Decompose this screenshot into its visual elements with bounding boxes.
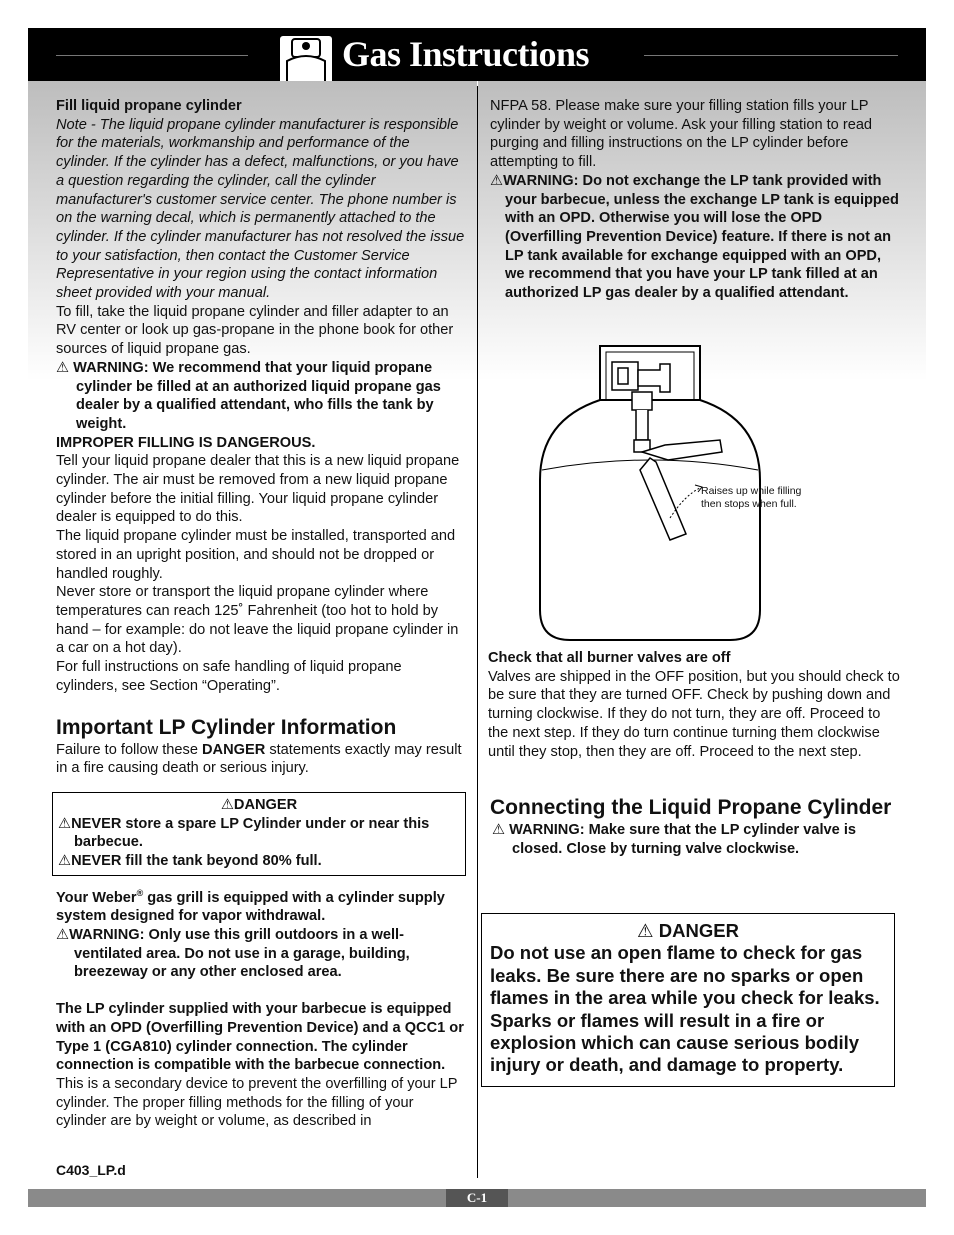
danger-item-store: ⚠NEVER store a spare LP Cylinder under or near this barbecue. bbox=[58, 815, 430, 851]
opd-paragraph: The LP cylinder supplied with your barbecue is equipped with an OPD (Overfilling Prevention Device) and a QCC1 or Type 1 (CGA810) cylinder connection. The cylinder connection is compatible with the barbecue connection. bbox=[56, 1001, 464, 1074]
warning-exchange: ⚠WARNING: Do not exchange the LP tank provided with your barbecue, unless the exchange LP tank is equipped with an OPD. Otherwise you will lose the OPD (Overfilling Prevention Device) feature. If there is not an LP tank available for exchange equipped with an OPD, we recommend that you have your LP tank filled at an authorized LP gas dealer by a qualified attendant. bbox=[490, 172, 899, 302]
warning-icon: ⚠ bbox=[58, 853, 72, 870]
right-column-bottom bbox=[488, 649, 902, 859]
warning-icon: ⚠ bbox=[56, 926, 70, 943]
nfpa-paragraph: NFPA 58. Please make sure your filling station fills your LP cylinder by weight or volume. Ask your filling station to read purging and filling instructions on the LP cylinder before attempting to fill. bbox=[490, 98, 873, 171]
secondary-device-paragraph: This is a secondary device to prevent the overfilling of your LP cylinder. The proper filling methods for the filling of your cylinder are by weight or volume, as described in bbox=[56, 1075, 458, 1130]
weber-paragraph: Your Weber® gas grill is equipped with a cylinder supply system designed for vapor withdrawal. bbox=[56, 887, 445, 925]
header-rule-right bbox=[644, 55, 898, 56]
manufacturer-note: Note - The liquid propane cylinder manufacturer is responsible for the materials, workmanship and performance of the cylinder. If the cylinder has a defect, malfunctions, or you have a question regarding the cylinder, call the cylinder manufacturer's customer service center. The phone number is on the warning decal, which is permanently attached to the cylinder. If the cylinder manufacturer has not resolved the issue to your satisfaction, then contact the Customer Service Representative in your region using the contact information sheet provided with your manual. bbox=[56, 116, 465, 302]
temperature-paragraph: Never store or transport the liquid propane cylinder where temperatures can reach 125˚ Fahrenheit (too hot to hold by hand – for example: do not leave the liquid propane cylinder in a car on a hot day). bbox=[56, 584, 459, 657]
connecting-heading: Connecting the Liquid Propane Cylinder bbox=[490, 796, 892, 820]
warning-valve-closed: ⚠ WARNING: Make sure that the LP cylinder valve is closed. Close by turning valve clockwise. bbox=[492, 822, 856, 857]
handling-paragraph: For full instructions on safe handling of liquid propane cylinders, see Section “Operating”. bbox=[56, 659, 402, 694]
danger-box-large-text: Do not use an open flame to check for gas leaks. Be sure there are no sparks or open flames in the area while you check for leaks. Sparks or flames will result in a fire or explosion which can cause serious bodily injury or death, and damage to property. bbox=[490, 942, 880, 1076]
failure-paragraph: Failure to follow these DANGER statements exactly may result in a fire causing death or serious injury. bbox=[56, 741, 462, 777]
improper-filling: IMPROPER FILLING IS DANGEROUS. bbox=[56, 434, 316, 451]
check-heading: Check that all burner valves are off bbox=[488, 650, 731, 666]
warning-icon: ⚠ bbox=[492, 822, 506, 839]
right-column-top bbox=[490, 97, 900, 303]
fill-heading: Fill liquid propane cylinder bbox=[56, 98, 242, 114]
danger-box-large-title: ⚠ DANGER bbox=[637, 920, 739, 941]
upright-paragraph: The liquid propane cylinder must be installed, transported and stored in an upright position, and should not be dropped or handled roughly. bbox=[56, 528, 456, 582]
fill-paragraph: To fill, take the liquid propane cylinder and filler adapter to an RV center or look up gas-propane in the phone book for other sources of liquid propane gas. bbox=[56, 303, 454, 358]
danger-box-cylinder bbox=[52, 792, 466, 876]
warning-icon: ⚠ bbox=[220, 796, 234, 813]
warning-icon: ⚠ bbox=[637, 920, 654, 941]
warning-outdoors: ⚠WARNING: Only use this grill outdoors in a well-ventilated area. Do not use in a garage, building, breezeway or any other enclosed area. bbox=[56, 926, 410, 981]
warning-icon: ⚠ bbox=[56, 359, 70, 376]
danger-box-title: ⚠DANGER bbox=[220, 796, 298, 813]
danger-box-leaks bbox=[481, 913, 895, 1087]
document-code: C403_LP.d bbox=[56, 1162, 126, 1178]
header-rule-left bbox=[56, 55, 248, 56]
danger-item-fill: ⚠NEVER fill the tank beyond 80% full. bbox=[58, 853, 322, 870]
warning-icon: ⚠ bbox=[490, 172, 504, 189]
page-number: C-1 bbox=[446, 1189, 508, 1207]
new-cylinder-paragraph: Tell your liquid propane dealer that this is a new liquid propane cylinder. The air must be removed from a new liquid propane cylinder before the initial filling. Your liquid propane cylinder dealer is equipped to do this. bbox=[56, 453, 460, 526]
warning-fill-dealer: ⚠ WARNING: We recommend that your liquid propane cylinder be filled at an authorized liquid propane gas dealer by a qualified attendant, who fills the tank by weight. bbox=[56, 359, 441, 432]
illustration-caption: Raises up while filling then stops when full. bbox=[701, 485, 802, 510]
check-paragraph: Valves are shipped in the OFF position, but you should check to be sure that they are turned OFF. Check by pushing down and turning clockwise. If they do not turn, they are off. Proceed to the next step. If they do turn continue turning them clockwise until they stop, then they are off. Proceed to the next step. bbox=[488, 668, 900, 760]
column-divider bbox=[477, 86, 478, 1178]
left-column bbox=[56, 97, 466, 1131]
page-title: Gas Instructions bbox=[342, 34, 590, 74]
important-heading: Important LP Cylinder Information bbox=[56, 715, 397, 739]
warning-icon: ⚠ bbox=[58, 815, 72, 832]
